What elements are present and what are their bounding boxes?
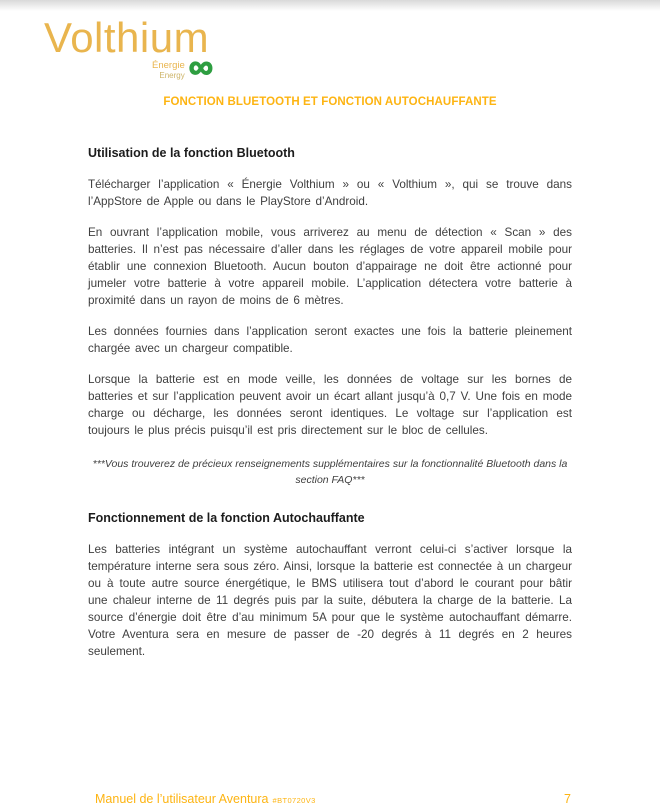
page-top-shadow [0, 0, 660, 11]
footer-reference-code: #BT0720V3 [272, 796, 316, 805]
autochauffante-section-heading: Fonctionnement de la fonction Autochauffante [88, 511, 365, 525]
infinity-icon: ∞ [188, 48, 213, 86]
section-autochauffante [88, 511, 572, 660]
volthium-logo [44, 14, 219, 86]
logo-tagline-en: Energy [159, 70, 185, 80]
logo-taglines [152, 61, 185, 80]
faq-note: ***Vous trouverez de précieux renseignements supplémentaires sur la fonctionnalité Bluetooth dans la section FAQ*** [92, 458, 568, 486]
autochauffante-paragraph-1: Les batteries intégrant un système autochauffant verront celui-ci s’activer lorsque la température interne sera sous zéro. Ainsi, lorsque la batterie est connectée à un chargeur ou à toute autre source énergétique, le BMS utilisera tout d’abord le courant pour bâtir une chaleur interne de 11 degrés puis par la suite, débutera la charge de la batterie. La source d’énergie doit être d’au minimum 5A pour que le système autochauffant démarre. Votre Aventura sera en mesure de passer de -20 degrés à 11 degrés en 2 heures seulement. [88, 543, 572, 658]
logo-tagline-fr: Énergie [152, 59, 185, 71]
section-bluetooth [88, 146, 572, 488]
page-title: FONCTION BLUETOOTH ET FONCTION AUTOCHAUFFANTE [163, 96, 497, 108]
bluetooth-paragraph-1: Télécharger l’application « Énergie Volthium » ou « Volthium », qui se trouve dans l’AppStore de Apple ou dans le PlayStore d’Android. [88, 178, 572, 208]
bluetooth-paragraph-4: Lorsque la batterie est en mode veille, les données de voltage sur les bornes de batteries et sur l’application peuvent avoir un écart allant jusqu’à 0,7 V. Une fois en mode charge ou décharge, les données seront identiques. Le voltage sur l’application est toujours le plus précis puisqu’il est pris directement sur le bloc de cellules. [88, 373, 572, 437]
footer-manual-info [95, 792, 316, 806]
volthium-wordmark: Volthium [44, 14, 210, 61]
bluetooth-section-heading: Utilisation de la fonction Bluetooth [88, 146, 295, 160]
logo-subline [44, 48, 219, 86]
bluetooth-paragraph-2: En ouvrant l’application mobile, vous arriverez au menu de détection « Scan » des batteries. Il n’est pas nécessaire d’aller dans les réglages de votre appareil mobile pour établir une connexion Bluetooth. Aucun bouton d’appairage ne doit être actionné pour jumeler votre batterie à votre appareil mobile. L’application détectera votre batterie à proximité dans un rayon de moins de 6 mètres. [88, 226, 572, 307]
footer-page-number: 7 [564, 792, 571, 806]
page-footer [95, 792, 571, 806]
bluetooth-paragraph-3: Les données fournies dans l’application seront exactes une fois la batterie pleinement chargée avec un chargeur compatible. [88, 325, 572, 355]
document-body [88, 146, 572, 674]
footer-manual-title: Manuel de l’utilisateur Aventura [95, 792, 269, 806]
